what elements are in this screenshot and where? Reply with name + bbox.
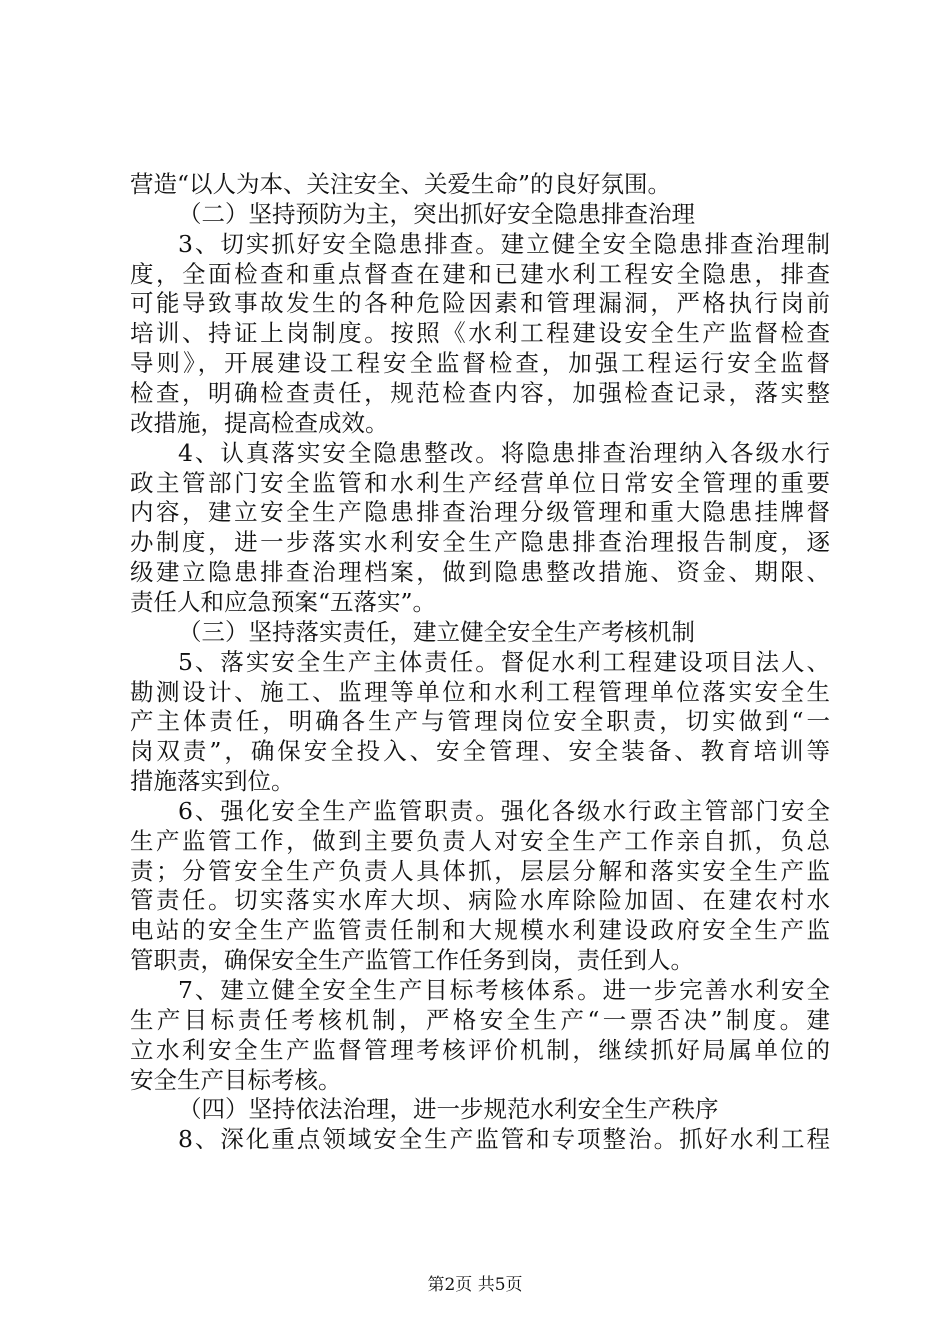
paragraph-line: 管职责，确保安全生产监管工作任务到岗，责任到人。: [130, 946, 694, 975]
paragraph-line: 7、建立健全安全生产目标考核体系。进一步完善水利安全: [178, 976, 830, 1004]
paragraph-line: 改措施，提高检查成效。: [130, 408, 389, 437]
paragraph-line: 3、切实抓好安全隐患排查。建立健全安全隐患排查治理制: [178, 229, 830, 258]
paragraph-line: 检查，明确检查责任，规范检查内容，加强检查记录，落实整: [130, 379, 830, 407]
paragraph-line: 级建立隐患排查治理档案，做到隐患整改措施、资金、期限、: [130, 558, 830, 586]
paragraph-line: 岗双责”，确保安全投入、安全管理、安全装备、教育培训等: [130, 737, 830, 766]
section-heading: （四）坚持依法治理，进一步规范水利安全生产秩序: [178, 1095, 719, 1124]
paragraph-line: 5、落实安全生产主体责任。督促水利工程建设项目法人、: [178, 647, 830, 676]
paragraph-line: 生产目标责任考核机制，严格安全生产“一票否决”制度。建: [130, 1005, 830, 1034]
paragraph-line: 度，全面检查和重点督查在建和已建水利工程安全隐患，排查: [130, 259, 830, 288]
paragraph-line: 安全生产目标考核。: [130, 1065, 342, 1094]
paragraph-line: 产主体责任，明确各生产与管理岗位安全职责，切实做到“一: [130, 707, 830, 736]
paragraph-line: 生产监管工作，做到主要负责人对安全生产工作亲自抓，负总: [130, 826, 830, 855]
paragraph-line: 6、强化安全生产监管职责。强化各级水行政主管部门安全: [178, 796, 830, 825]
paragraph-line: 勘测设计、施工、监理等单位和水利工程管理单位落实安全生: [130, 677, 830, 706]
paragraph-line: 培训、持证上岗制度。按照《水利工程建设安全生产监督检查: [130, 319, 830, 348]
paragraph-line: 营造“以人为本、关注安全、关爱生命”的良好氛围。: [130, 170, 672, 198]
paragraph-line: 内容，建立安全生产隐患排查治理分级管理和重大隐患挂牌督: [130, 498, 830, 527]
section-heading: （二）坚持预防为主，突出抓好安全隐患排查治理: [178, 199, 695, 228]
paragraph-line: 措施落实到位。: [130, 767, 295, 795]
paragraph-line: 电站的安全生产监管责任制和大规模水利建设政府安全生产监: [130, 916, 830, 945]
paragraph-line: 办制度，进一步落实水利安全生产隐患排查治理报告制度，逐: [130, 528, 830, 557]
section-heading: （三）坚持落实责任，建立健全安全生产考核机制: [178, 617, 695, 646]
paragraph-line: 责任人和应急预案“五落实”。: [130, 587, 437, 616]
paragraph-line: 管责任。切实落实水库大坝、病险水库除险加固、在建农村水: [130, 886, 830, 915]
paragraph-line: 政主管部门安全监管和水利生产经营单位日常安全管理的重要: [130, 468, 830, 497]
paragraph-line: 可能导致事故发生的各种危险因素和管理漏洞，严格执行岗前: [130, 289, 830, 318]
paragraph-line: 8、深化重点领域安全生产监管和专项整治。抓好水利工程: [178, 1125, 830, 1154]
page-footer: 第2页 共5页: [427, 1275, 523, 1295]
paragraph-line: 4、认真落实安全隐患整改。将隐患排查治理纳入各级水行: [178, 438, 830, 467]
paragraph-line: 立水利安全生产监督管理考核评价机制，继续抓好局属单位的: [130, 1035, 830, 1064]
paragraph-line: 责；分管安全生产负责人具体抓，层层分解和落实安全生产监: [130, 856, 830, 885]
paragraph-line: 导则》，开展建设工程安全监督检查，加强工程运行安全监督: [130, 349, 830, 378]
